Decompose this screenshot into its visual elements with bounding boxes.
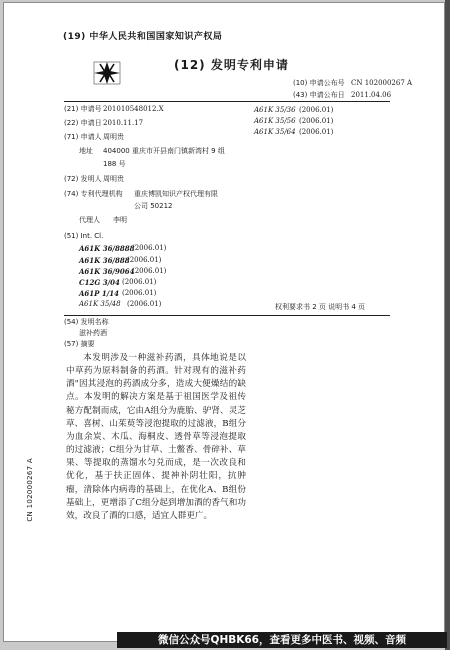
ipc-code: C12G 3/04 bbox=[79, 278, 120, 287]
int-cl-label: (51) Int. Cl. bbox=[64, 232, 104, 240]
ipc-version: (2006.01) bbox=[299, 106, 334, 114]
office-name: (19) 中华人民共和国国家知识产权局 bbox=[63, 32, 223, 42]
ipc-code: A61K 35/36 bbox=[254, 106, 296, 114]
publication-date-label: (43) 申请公布日 bbox=[293, 91, 345, 99]
agent-name: 李明 bbox=[113, 216, 127, 224]
ipc-code: A61K 35/48 bbox=[79, 300, 121, 308]
ipc-code: A61K 35/64 bbox=[254, 128, 296, 136]
document-type: (12) 发明专利申请 bbox=[174, 58, 289, 72]
publication-number: CN 102000267 A bbox=[351, 79, 413, 87]
ipc-code: A61K 36/8888 bbox=[79, 244, 135, 253]
ipc-version: (2006.01) bbox=[299, 117, 334, 125]
ipc-version: (2006.01) bbox=[122, 289, 157, 297]
abstract-label: (57) 摘要 bbox=[64, 340, 95, 348]
agent-label: 代理人 bbox=[79, 216, 100, 224]
page-count-info: 权利要求书 2 页 说明书 4 页 bbox=[275, 303, 366, 311]
ipc-code: A61K 35/56 bbox=[254, 117, 296, 125]
address-line-2: 188 号 bbox=[103, 160, 126, 168]
right-edge-shadow bbox=[445, 0, 450, 650]
ipc-version: (2006.01) bbox=[127, 256, 162, 264]
address-label: 地址 bbox=[79, 147, 93, 155]
application-number: 201010548012.X bbox=[103, 105, 164, 113]
ipc-version: (2006.01) bbox=[127, 300, 162, 308]
side-publication-number: CN 102000267 A bbox=[26, 458, 34, 522]
application-number-label: (21) 申请号 bbox=[64, 105, 102, 113]
applicant-label: (71) 申请人 bbox=[64, 133, 102, 141]
inventor-label: (72) 发明人 bbox=[64, 175, 102, 183]
ipc-code: A61K 36/888 bbox=[79, 256, 130, 265]
biblio-divider bbox=[64, 315, 390, 316]
sipo-logo-icon bbox=[92, 58, 122, 88]
publication-number-label: (10) 申请公布号 bbox=[293, 79, 345, 87]
wechat-banner: 微信公众号QHBK66，查看更多中医书、视频、音频 bbox=[117, 632, 447, 648]
abstract-text: 本发明涉及一种滋补药酒，具体地说是以中草药为原料制备的药酒。针对现有的滋补药酒"因其浸泡的药酒成分多，造成大便燥结的缺点。本发明的解决方案是基于祖国医学及祖传秘方配制而成，它由A组分为鹿胎、驴肾、灵芝草、喜树、山茱萸等浸泡提取的过滤液，B组分为血余炭、木瓜、海桐皮、透骨草等浸泡提取的过滤液；C组分为甘草、土鳖香、骨碎补、草果、等提取的蒸馏水匀兑而成，是一次改良和优化，基于扶正固体、提神补阴壮阳，抗肿瘤，清除体内病毒的基础上，在优化A、B组份基础上，更增添了C组分起到增加酒的香气和功效，改良了酒的口感，适宜人群更广。 bbox=[66, 353, 246, 521]
application-date-label: (22) 申请日 bbox=[64, 119, 102, 127]
ipc-code: A61K 36/9064 bbox=[79, 267, 135, 276]
ipc-version: (2006.01) bbox=[122, 278, 157, 286]
ipc-version: (2006.01) bbox=[132, 267, 167, 275]
ipc-version: (2006.01) bbox=[299, 128, 334, 136]
applicant-name: 周明贵 bbox=[103, 133, 124, 141]
invention-title-label: (54) 发明名称 bbox=[64, 318, 109, 326]
ipc-code: A61P 1/14 bbox=[79, 289, 120, 298]
ipc-version: (2006.01) bbox=[132, 244, 167, 252]
agency-line-1: 重庆博凯知识产权代理有限 bbox=[134, 190, 218, 198]
agency-line-2: 公司 50212 bbox=[134, 202, 173, 210]
abstract-body bbox=[66, 352, 246, 523]
application-date: 2010.11.17 bbox=[103, 119, 144, 127]
header-divider bbox=[64, 101, 390, 102]
agency-label: (74) 专利代理机构 bbox=[64, 190, 123, 198]
patent-page bbox=[3, 2, 445, 642]
address-line-1: 404000 重庆市开县南门镇新湾村 9 组 bbox=[103, 147, 225, 155]
invention-title: 滋补药酒 bbox=[79, 329, 107, 337]
publication-date: 2011.04.06 bbox=[351, 91, 392, 99]
inventor-name: 周明贵 bbox=[103, 175, 124, 183]
